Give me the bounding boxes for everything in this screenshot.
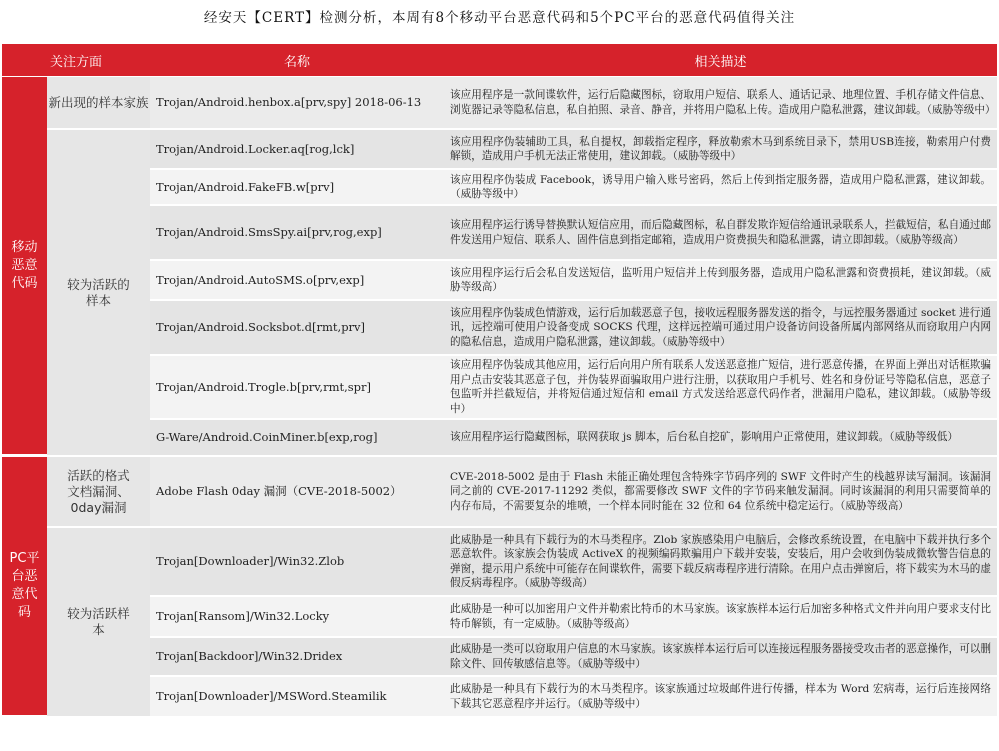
- malware-name: Trojan/Android.AutoSMS.o[prv,exp]: [150, 261, 444, 301]
- malware-desc: 该应用程序运行诱导替换默认短信应用，而后隐藏图标，私自群发欺诈短信给通讯录联系人，拦截短信，私自通过邮件发送用户短信、联系人、固件信息到指定邮箱，造成用户资费损失和隐私泄露，请立即卸载。（威胁等级高）: [444, 206, 997, 261]
- table-row: [2, 528, 997, 597]
- page-title: 经安天【CERT】检测分析，本周有8个移动平台恶意代码和5个PC平台的恶意代码值得关注: [203, 10, 796, 26]
- malware-desc: 该应用程序运行隐藏图标，联网获取 js 脚本，后台私自挖矿，影响用户正常使用，建议卸载。（威胁等级低）: [444, 420, 997, 457]
- table-row: [2, 170, 997, 206]
- malware-name: Adobe Flash 0day 漏洞（CVE-2018-5002）: [150, 457, 444, 528]
- table-row: [2, 261, 997, 301]
- table-row: [2, 301, 997, 356]
- table-row: [2, 130, 997, 170]
- aspect-active-pc: 较为活跃样本: [47, 528, 150, 718]
- malware-desc: 此威胁是一种具有下载行为的木马类程序。该家族通过垃圾邮件进行传播，样本为 Word 宏病毒，运行后连接网络下载其它恶意程序并运行。（威胁等级中）: [444, 677, 997, 718]
- malware-desc: 该应用程序运行后会私自发送短信，监听用户短信并上传到服务器，造成用户隐私泄露和资费损耗，建议卸载。（威胁等级高）: [444, 261, 997, 301]
- malware-desc: 该应用程序伪装辅助工具，私自提权，卸载指定程序，释放勒索木马到系统目录下，禁用USB连接，勒索用户付费解锁，造成用户手机无法正常使用，建议卸载。（威胁等级中）: [444, 130, 997, 170]
- table-row: [2, 420, 997, 457]
- malware-table: [2, 44, 997, 718]
- malware-desc: 该应用程序伪装成 Facebook，诱导用户输入账号密码，然后上传到指定服务器，造成用户隐私泄露，建议卸载。（威胁等级中）: [444, 170, 997, 206]
- malware-name: Trojan/Android.Socksbot.d[rmt,prv]: [150, 301, 444, 356]
- aspect-new-family: 新出现的样本家族: [47, 77, 150, 130]
- malware-desc: 此威胁是一种可以加密用户文件并勒索比特币的木马家族。该家族样本运行后加密多种格式文件并向用户要求支付比特币解锁，有一定威胁。（威胁等级高）: [444, 597, 997, 638]
- malware-name: Trojan[Backdoor]/Win32.Dridex: [150, 638, 444, 677]
- malware-name: Trojan/Android.Locker.aq[rog,lck]: [150, 130, 444, 170]
- table-row: [2, 356, 997, 420]
- header-desc: 相关描述: [444, 44, 997, 77]
- malware-desc: 该应用程序伪装成其他应用，运行后向用户所有联系人发送恶意推广短信，进行恶意传播，在界面上弹出对话框欺骗用户点击安装其恶意子包，并伪装界面骗取用户进行注册，以获取用户手机号、姓名和身份证号等隐私信息，恶意子包监听并拦截短信，并将短信通过短信和 email 方式发送给恶意代码作者，泄漏用户隐私，建议卸载。（威胁等级中）: [444, 356, 997, 420]
- table-row: [2, 206, 997, 261]
- table-row: [2, 77, 997, 130]
- category-pc: PC平台恶意代码: [2, 457, 47, 718]
- header-name: 名称: [150, 44, 444, 77]
- malware-name: Trojan[Ransom]/Win32.Locky: [150, 597, 444, 638]
- malware-desc: 该应用程序伪装成色情游戏，运行后加载恶意子包，接收远程服务器发送的指令，与远控服务器通过 socket 进行通讯，远控端可使用户设备变成 SOCKS 代理，这样远控端可通过用户设备访问设备所属内部网络从而窃取用户内网的隐私信息，造成用户隐私泄露，建议卸载。（威胁等级中）: [444, 301, 997, 356]
- category-mobile: 移动恶意代码: [2, 77, 47, 457]
- malware-desc: 该应用程序是一款间谍软件，运行后隐藏图标，窃取用户短信、联系人、通话记录、地理位置、手机存储文件信息、浏览器记录等隐私信息，私自拍照、录音、静音，并将用户隐私上传。造成用户隐私泄露，建议卸载。（威胁等级中）: [444, 77, 997, 130]
- table-row: [2, 638, 997, 677]
- malware-name: Trojan/Android.FakeFB.w[prv]: [150, 170, 444, 206]
- malware-desc: CVE-2018-5002 是由于 Flash 未能正确处理包含特殊字节码序列的 SWF 文件时产生的栈越界读写漏洞。该漏洞同之前的 CVE-2017-11292 类似，都需要修改 SWF 文件的字节码来触发漏洞。同时该漏洞的利用只需要简单的内存布局，不需要复杂的堆喷，一个样本同时能在 32 位和 64 位系统中稳定运行。（威胁等级高）: [444, 457, 997, 528]
- table-row: [2, 457, 997, 528]
- aspect-vuln: 活跃的格式文档漏洞、0day漏洞: [47, 457, 150, 528]
- malware-desc: 此威胁是一种具有下载行为的木马类程序。Zlob 家族感染用户电脑后，会修改系统设置，在电脑中下载并执行多个恶意软件。该家族会伪装成 ActiveX 的视频编码欺骗用户下载并安装，安装后，用户会收到伪装成微软警告信息的弹窗，提示用户系统中可能存在间谍软件，需要下载反病毒程序进行清除。在用户点击弹窗后，将下载实为木马的虚假反病毒程序。（威胁等级高）: [444, 528, 997, 597]
- table-row: [2, 597, 997, 638]
- malware-name: Trojan/Android.SmsSpy.ai[prv,rog,exp]: [150, 206, 444, 261]
- malware-name: G-Ware/Android.CoinMiner.b[exp,rog]: [150, 420, 444, 457]
- table-header: [2, 44, 997, 77]
- malware-name: Trojan[Downloader]/MSWord.Steamilik: [150, 677, 444, 718]
- malware-desc: 此威胁是一类可以窃取用户信息的木马家族。该家族样本运行后可以连接远程服务器接受攻击者的恶意操作，可以删除文件、回传敏感信息等。（威胁等级中）: [444, 638, 997, 677]
- malware-name: Trojan/Android.henbox.a[prv,spy] 2018-06-13: [150, 77, 444, 130]
- header-aspect: 关注方面: [2, 44, 150, 77]
- malware-name: Trojan/Android.Trogle.b[prv,rmt,spr]: [150, 356, 444, 420]
- table-row: [2, 677, 997, 718]
- aspect-active-mobile: 较为活跃的样本: [47, 130, 150, 457]
- malware-name: Trojan[Downloader]/Win32.Zlob: [150, 528, 444, 597]
